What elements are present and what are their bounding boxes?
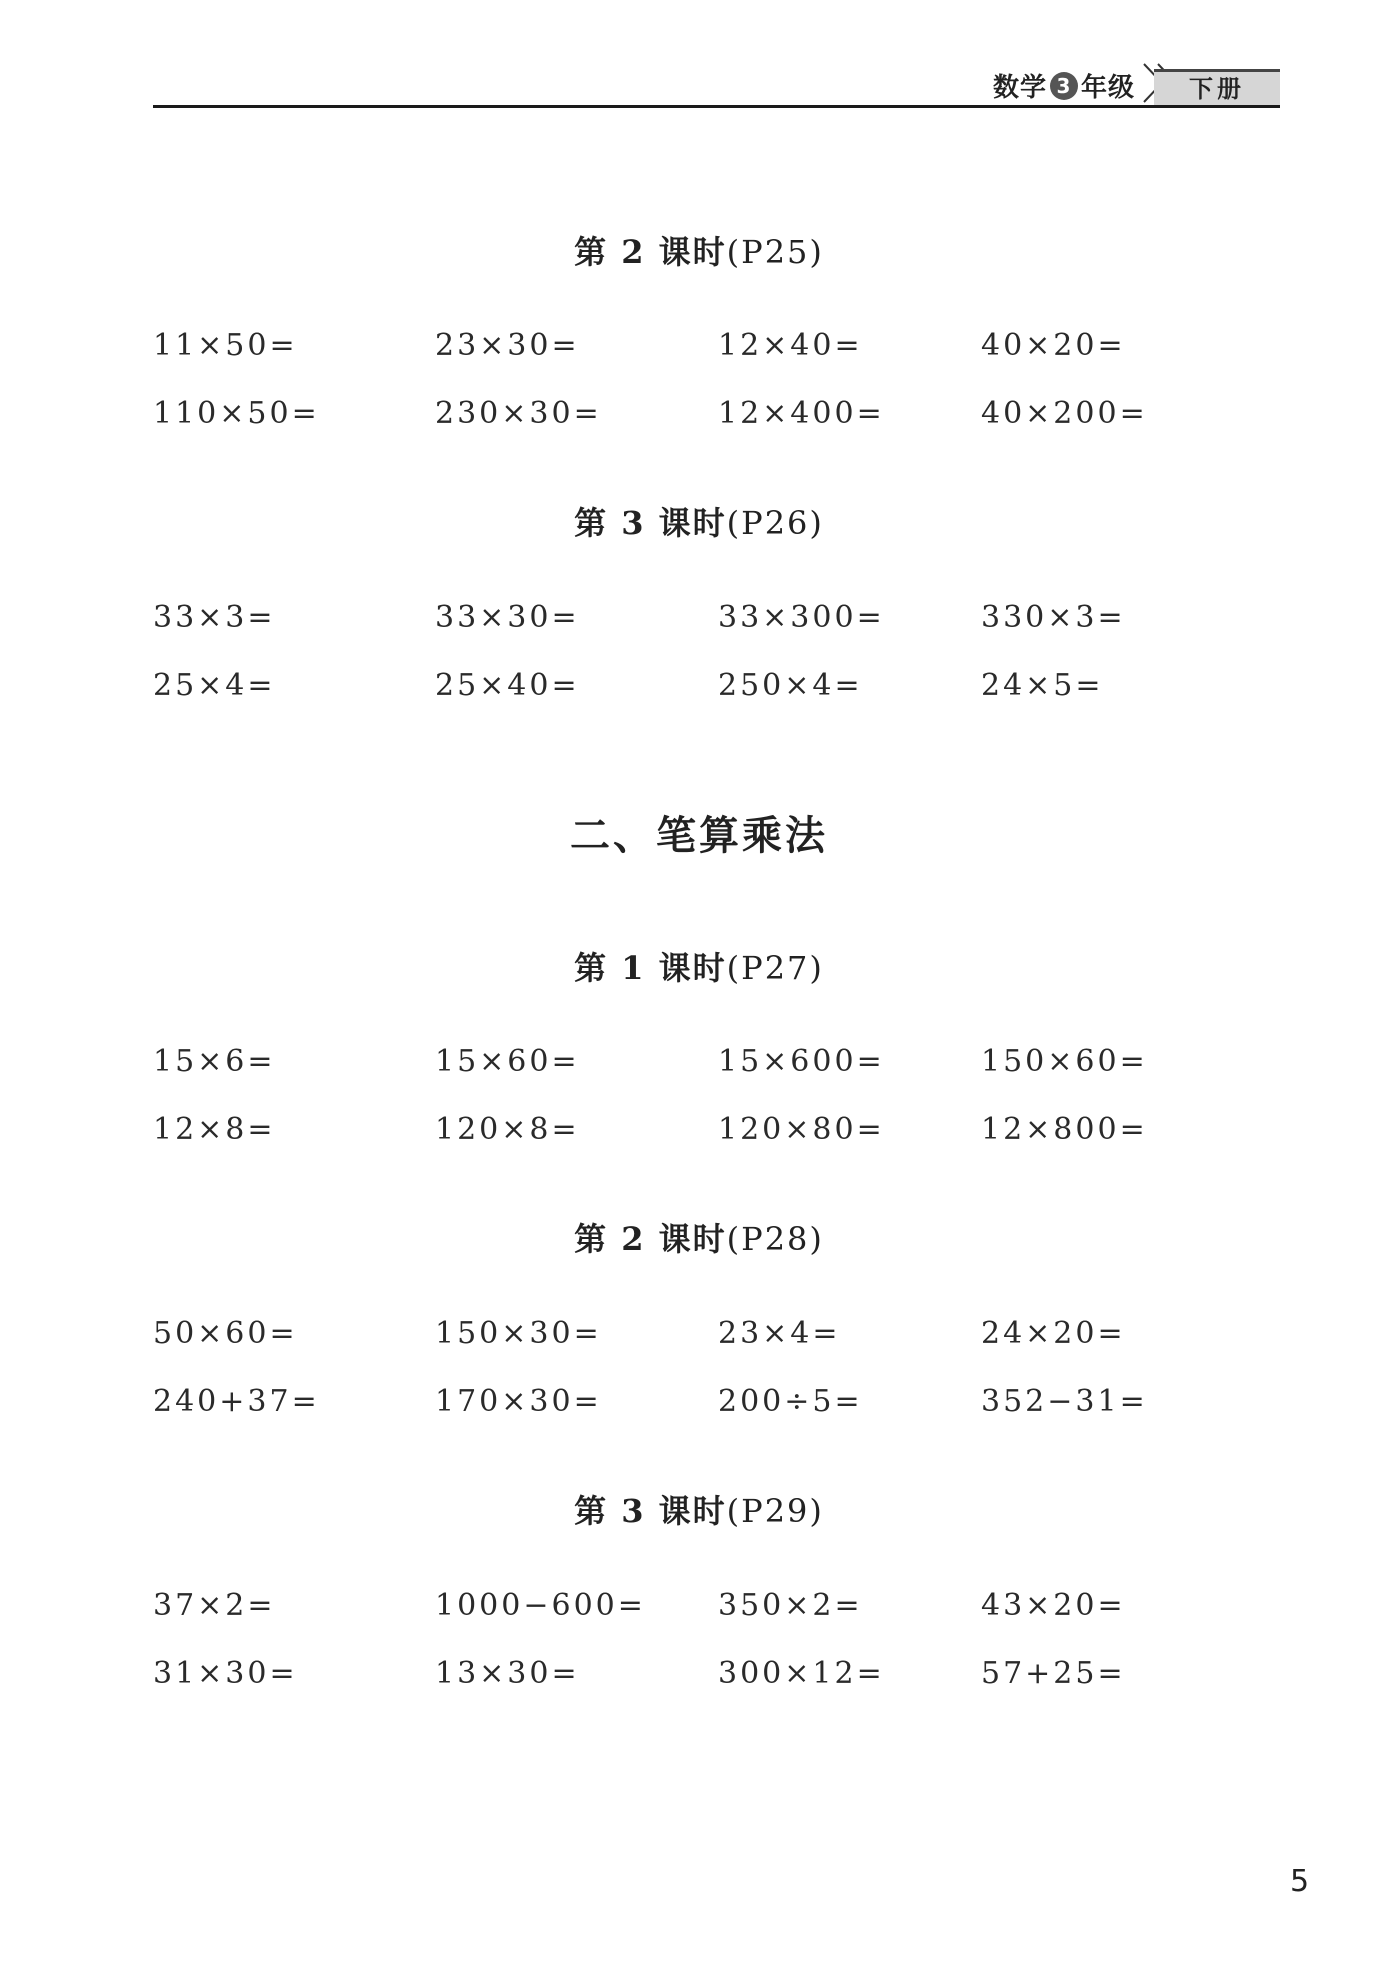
exercise-item: 40×20= (981, 328, 1126, 363)
lesson-label: 第 2 课时 (574, 233, 727, 271)
exercise-row (0, 1316, 1398, 1356)
exercise-item: 352−31= (981, 1384, 1148, 1419)
exercise-item: 40×200= (981, 396, 1148, 431)
exercise-item: 37×2= (153, 1588, 276, 1623)
exercise-item: 43×20= (981, 1588, 1126, 1623)
exercise-item: 150×60= (981, 1044, 1148, 1079)
exercise-item: 15×6= (153, 1044, 276, 1079)
exercise-item: 300×12= (718, 1656, 885, 1691)
exercise-item: 15×60= (435, 1044, 580, 1079)
lesson-page-ref: (P28) (726, 1220, 824, 1258)
exercise-item: 150×30= (435, 1316, 602, 1351)
exercise-item: 170×30= (435, 1384, 602, 1419)
lesson-title (0, 1214, 1398, 1260)
exercise-item: 250×4= (718, 668, 863, 703)
page-header (153, 56, 1280, 108)
exercise-row (0, 328, 1398, 368)
lesson-page-ref: (P27) (726, 949, 824, 987)
exercise-item: 33×30= (435, 600, 580, 635)
exercise-row (0, 600, 1398, 640)
exercise-item: 57+25= (981, 1656, 1126, 1691)
header-subject: 数学 (992, 73, 1047, 103)
lesson-page-ref: (P26) (726, 504, 824, 542)
grade-number-badge: 3 (1050, 72, 1078, 100)
exercise-item: 12×8= (153, 1112, 276, 1147)
exercise-row (0, 1112, 1398, 1152)
exercise-item: 25×4= (153, 668, 276, 703)
exercise-item: 11×50= (153, 328, 298, 363)
exercise-item: 350×2= (718, 1588, 863, 1623)
exercise-item: 1000−600= (435, 1588, 646, 1623)
exercise-row (0, 1384, 1398, 1424)
header-grade-suffix: 年级 (1080, 73, 1135, 103)
exercise-item: 12×800= (981, 1112, 1148, 1147)
exercise-row (0, 396, 1398, 436)
lesson-label: 第 2 课时 (574, 1220, 727, 1258)
exercise-row (0, 668, 1398, 708)
lesson-label: 第 1 课时 (574, 949, 727, 987)
exercise-item: 13×30= (435, 1656, 580, 1691)
volume-tab: 下册 (1154, 69, 1280, 105)
exercise-item: 110×50= (153, 396, 320, 431)
exercise-row (0, 1044, 1398, 1084)
header-rule (153, 105, 1280, 108)
lesson-page-ref: (P25) (726, 233, 824, 271)
lesson-title (0, 227, 1398, 273)
exercise-item: 23×30= (435, 328, 580, 363)
lesson-label: 第 3 课时 (574, 1492, 727, 1530)
exercise-item: 230×30= (435, 396, 602, 431)
exercise-item: 12×40= (718, 328, 863, 363)
exercise-item: 120×80= (718, 1112, 885, 1147)
exercise-item: 200÷5= (718, 1384, 863, 1419)
lesson-page-ref: (P29) (726, 1492, 824, 1530)
exercise-item: 12×400= (718, 396, 885, 431)
header-title (993, 67, 1135, 104)
exercise-item: 33×300= (718, 600, 885, 635)
section-title: 二、笔算乘法 (570, 812, 828, 859)
exercise-item: 50×60= (153, 1316, 298, 1351)
lesson-title (0, 1486, 1398, 1532)
exercise-item: 31×30= (153, 1656, 298, 1691)
exercise-item: 24×20= (981, 1316, 1126, 1351)
lesson-title (0, 943, 1398, 989)
exercise-item: 330×3= (981, 600, 1126, 635)
exercise-item: 24×5= (981, 668, 1104, 703)
lesson-label: 第 3 课时 (574, 504, 727, 542)
exercise-row (0, 1588, 1398, 1628)
exercise-item: 33×3= (153, 600, 276, 635)
exercise-item: 240+37= (153, 1384, 320, 1419)
exercise-item: 25×40= (435, 668, 580, 703)
exercise-item: 15×600= (718, 1044, 885, 1079)
page-number: 5 (1290, 1864, 1310, 1899)
exercise-row (0, 1656, 1398, 1696)
lesson-title (0, 498, 1398, 544)
exercise-item: 120×8= (435, 1112, 580, 1147)
exercise-item: 23×4= (718, 1316, 841, 1351)
